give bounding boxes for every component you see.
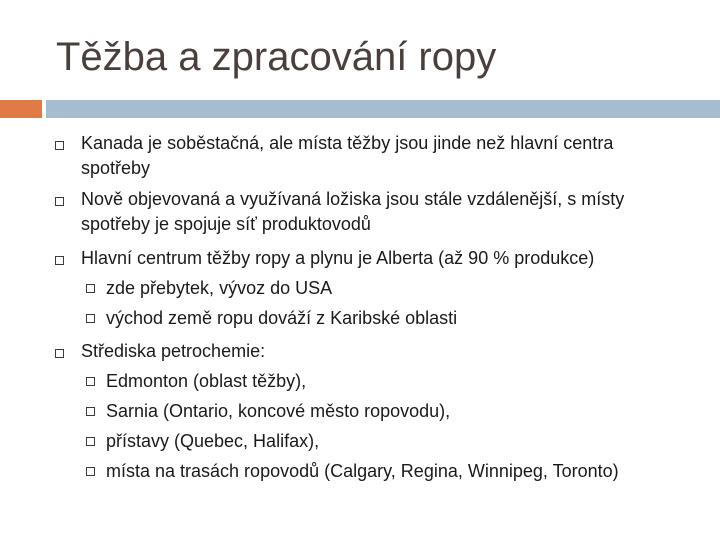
list-item-text: místa na trasách ropovodů (Calgary, Regina, Winnipeg, Toronto)	[106, 461, 619, 481]
list-item-text: zde přebytek, vývoz do USA	[106, 278, 333, 298]
bullet-box-icon	[86, 407, 95, 416]
list-item-text: Sarnia (Ontario, koncové město ropovodu),	[106, 401, 451, 421]
list-item-text: východ země ropu dováží z Karibské oblasti	[106, 308, 458, 328]
bullet-box-icon	[55, 349, 64, 358]
list-item	[106, 306, 696, 331]
list-item-text: Nově objevovaná a využívaná ložiska jsou stále vzdálenější, s místy spotřeby je spojuje síť produktovodů	[81, 189, 625, 234]
slide-title: Těžba a zpracování ropy	[56, 35, 497, 79]
list-item	[106, 369, 696, 394]
bullet-box-icon	[55, 256, 64, 265]
list-item-text: Kanada je soběstačná, ale místa těžby jsou jinde než hlavní centra spotřeby	[81, 133, 614, 178]
list-item	[106, 276, 696, 301]
bullet-box-icon	[86, 284, 95, 293]
list-item-text: přístavy (Quebec, Halifax),	[106, 431, 320, 451]
bullet-box-icon	[86, 314, 95, 323]
list-item-text: Střediska petrochemie:	[81, 341, 266, 361]
bullet-box-icon	[55, 141, 64, 150]
list-item	[81, 131, 681, 181]
list-item-text: Hlavní centrum těžby ropy a plynu je Alberta (až 90 % produkce)	[81, 248, 595, 268]
bullet-box-icon	[86, 467, 95, 476]
list-item	[106, 399, 696, 424]
bullet-box-icon	[86, 377, 95, 386]
list-item-text: Edmonton (oblast těžby),	[106, 371, 307, 391]
list-item	[81, 339, 681, 364]
bullet-box-icon	[55, 197, 64, 206]
list-item	[106, 459, 646, 484]
list-item	[81, 246, 711, 271]
list-item	[81, 187, 696, 237]
list-item	[106, 429, 696, 454]
bullet-box-icon	[86, 437, 95, 446]
